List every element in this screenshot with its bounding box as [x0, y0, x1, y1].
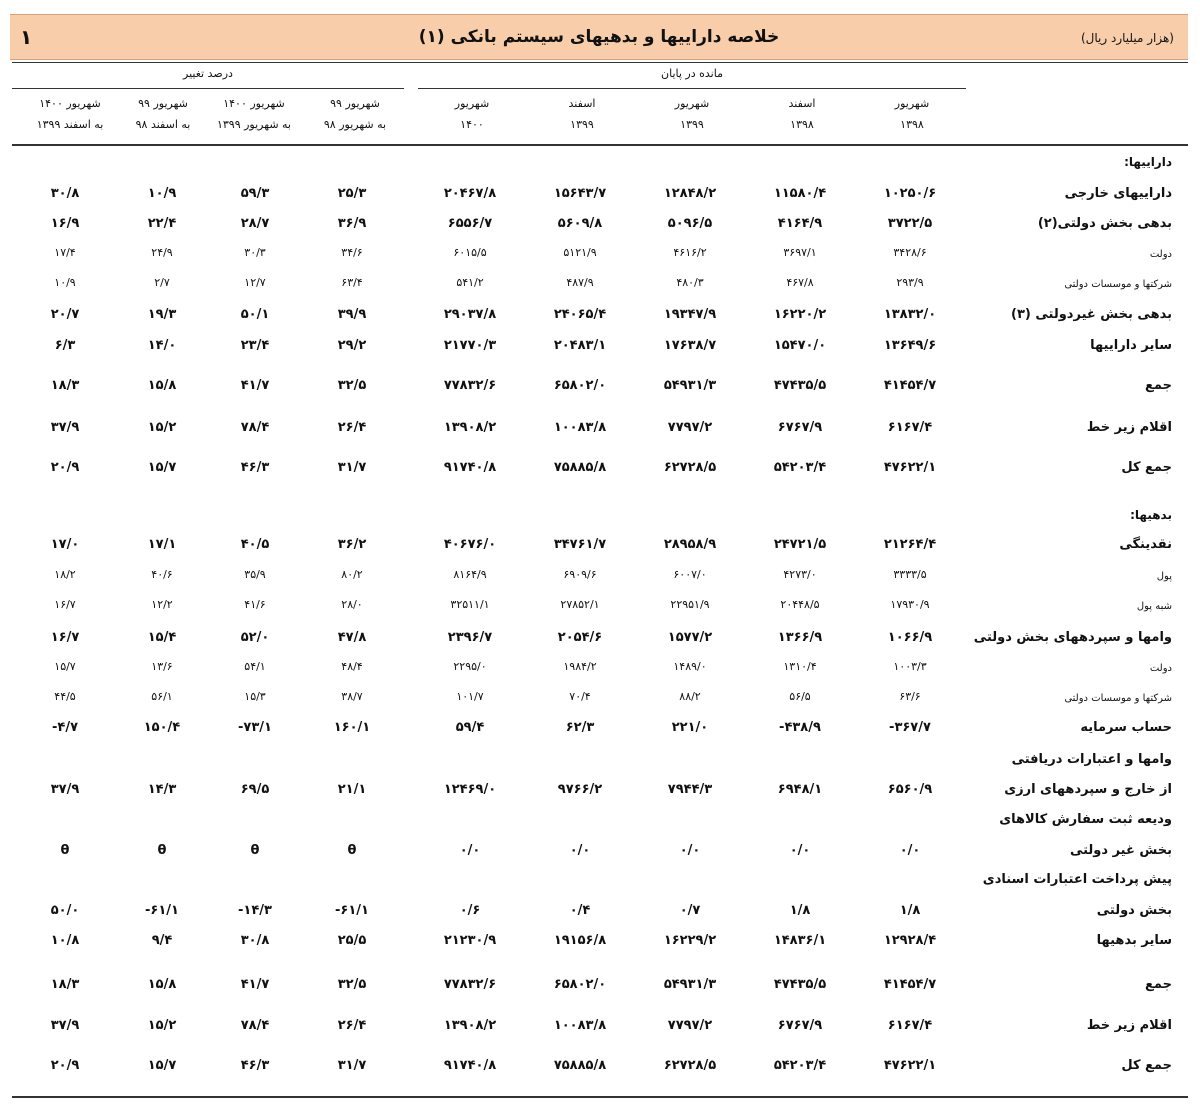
- row-label: جمع: [1145, 977, 1172, 992]
- row-value: ۱۸/۳: [50, 977, 80, 992]
- row-value: ۴۰/۶: [151, 568, 173, 581]
- row-value: θ: [250, 843, 260, 858]
- row-value: ۶۱۶۷/۴: [887, 420, 933, 435]
- row-label: جمع کل: [1121, 460, 1172, 475]
- table-row: [0, 155, 1200, 179]
- row-value: ۰/۷: [679, 903, 701, 918]
- row-value: ۱۹۱۵۶/۸: [553, 933, 607, 948]
- row-value: ۱۰۲۵۰/۶: [883, 186, 937, 201]
- row-value: ۶۷۶۷/۹: [777, 420, 823, 435]
- row-value: ۱۳۹۰۸/۲: [443, 420, 497, 435]
- row-value: ۴۶۷/۸: [786, 276, 814, 289]
- group-header-change: درصد تغییر: [183, 67, 233, 80]
- row-label: نقدینگی: [1119, 537, 1172, 552]
- row-label: بخش غیر دولتی: [1069, 843, 1172, 858]
- table-row: [0, 216, 1200, 240]
- row-value: ۵۶۰۹/۸: [557, 216, 603, 231]
- row-value: ۷۷۹۷/۲: [667, 420, 713, 435]
- table-row: [0, 903, 1200, 927]
- table-row: [0, 782, 1200, 806]
- row-value: ۱۹۳۴۷/۹: [663, 307, 717, 322]
- table-row: [0, 720, 1200, 744]
- row-value: ۶۳/۴: [341, 276, 363, 289]
- row-value: ۱۴/۰: [147, 338, 177, 353]
- row-value: ۳۸/۷: [341, 690, 363, 703]
- row-value: -۷۳/۱: [238, 720, 272, 735]
- row-value: ۰/۰: [459, 843, 481, 858]
- row-value: ۲۰۵۴/۶: [557, 630, 603, 645]
- row-value: ۲۵/۳: [337, 186, 367, 201]
- row-value: ۱۱۵۸۰/۴: [773, 186, 827, 201]
- row-value: ۸۸/۲: [679, 690, 701, 703]
- row-value: ۳۷/۹: [50, 782, 80, 797]
- row-label: بخش دولتی: [1096, 903, 1172, 918]
- row-value: ۱/۸: [899, 903, 921, 918]
- row-value: ۲۲/۴: [147, 216, 177, 231]
- row-value: ۳۹/۹: [337, 307, 367, 322]
- row-value: ۲۳۹۶/۷: [447, 630, 493, 645]
- row-value: ۵۹/۳: [240, 186, 270, 201]
- col-header-balance-1: شهریور ۱۳۹۸: [894, 97, 930, 131]
- row-value: ۴۲۷۳/۰: [783, 568, 817, 581]
- row-value: ۳۲۵۱۱/۱: [450, 598, 490, 611]
- row-value: ۰/۰: [789, 843, 811, 858]
- row-value: ۰/۰: [569, 843, 591, 858]
- row-value: ۸۰/۲: [341, 568, 363, 581]
- row-value: ۴۱۴۵۴/۷: [883, 378, 937, 393]
- row-value: ۱۲/۲: [151, 598, 173, 611]
- row-value: ۲/۷: [154, 276, 170, 289]
- table-row: [0, 843, 1200, 867]
- row-label: اقلام زیر خط: [1086, 420, 1172, 435]
- row-value: ۴۱۴۵۴/۷: [883, 977, 937, 992]
- row-label: پیش پرداخت اعتبارات اسنادی: [982, 872, 1172, 887]
- row-value: ۹۱۷۴۰/۸: [443, 460, 497, 475]
- row-value: ۳۶/۹: [337, 216, 367, 231]
- row-value: ۲۸/۷: [240, 216, 270, 231]
- row-value: ۲۲۱/۰: [671, 720, 709, 735]
- row-value: ۶۹/۵: [240, 782, 270, 797]
- row-value: -۶۱/۱: [145, 903, 179, 918]
- row-value: ۲۶/۴: [337, 1018, 367, 1033]
- row-value: ۱۶/۷: [50, 630, 80, 645]
- table-row: [0, 460, 1200, 484]
- row-value: ۱۵/۸: [147, 977, 177, 992]
- row-value: ۳۷/۹: [50, 1018, 80, 1033]
- row-value: ۲۴۷۲۱/۵: [773, 537, 827, 552]
- row-value: ۱/۸: [789, 903, 811, 918]
- col-header-balance-2: اسفند ۱۳۹۸: [788, 97, 816, 131]
- row-label: دولت: [1149, 663, 1172, 674]
- row-value: ۱۰۱/۷: [456, 690, 484, 703]
- row-value: ۱۵/۴: [147, 630, 177, 645]
- row-value: ۱۹۸۴/۲: [563, 660, 597, 673]
- row-value: θ: [157, 843, 167, 858]
- row-value: ۲۴/۹: [151, 246, 173, 259]
- row-label: از خارج و سپردههای ارزی: [1004, 782, 1172, 797]
- col-header-balance-5: شهریور ۱۴۰۰: [454, 97, 490, 131]
- row-value: ۳۰/۸: [240, 933, 270, 948]
- row-value: ۴۱/۶: [244, 598, 266, 611]
- row-value: ۵۴۱/۲: [456, 276, 484, 289]
- row-value: ۹۱۷۴۰/۸: [443, 1058, 497, 1073]
- row-value: ۱۵۶۴۳/۷: [553, 186, 607, 201]
- row-label: بدهیها:: [1130, 508, 1172, 522]
- row-value: ۲۱۲۳۰/۹: [443, 933, 497, 948]
- row-value: ۷۷۸۳۲/۶: [443, 977, 497, 992]
- row-value: θ: [60, 843, 70, 858]
- row-value: ۳۲/۵: [337, 378, 367, 393]
- row-value: ۳۴۷۶۱/۷: [553, 537, 607, 552]
- row-value: ۵۰۹۶/۵: [667, 216, 713, 231]
- row-value: ۱۳۶۴۹/۶: [883, 338, 937, 353]
- row-value: ۳۷۲۲/۵: [887, 216, 933, 231]
- row-value: ۴۶۱۶/۲: [673, 246, 707, 259]
- row-value: ۲۴۰۶۵/۴: [553, 307, 607, 322]
- col-header-change-3: شهریور ۹۹ به اسفند ۹۸: [135, 97, 191, 131]
- row-value: ۱۶/۹: [50, 216, 80, 231]
- row-value: ۱۶۲۲۰/۲: [773, 307, 827, 322]
- row-value: ۱۳۱۰/۴: [783, 660, 817, 673]
- table-row: [0, 568, 1200, 592]
- row-value: ۱۳/۶: [151, 660, 173, 673]
- row-value: ۲۹/۲: [337, 338, 367, 353]
- row-value: ۱۴/۳: [147, 782, 177, 797]
- row-value: ۳۴۲۸/۶: [893, 246, 927, 259]
- row-value: ۱۸/۲: [54, 568, 76, 581]
- table-row: [0, 690, 1200, 714]
- row-value: ۶۲۷۲۸/۵: [663, 1058, 717, 1073]
- row-value: ۱۷/۴: [54, 246, 76, 259]
- row-value: ۱۷۶۳۸/۷: [663, 338, 717, 353]
- row-value: ۴۶/۳: [240, 1058, 270, 1073]
- row-value: ۱۶/۷: [54, 598, 76, 611]
- row-label: وامها و اعتبارات دریافتی: [1011, 752, 1172, 767]
- row-value: ۵۴۲۰۳/۴: [773, 460, 827, 475]
- row-value: ۴۱/۷: [240, 977, 270, 992]
- table-row: [0, 378, 1200, 402]
- row-value: ۵۴۲۰۳/۴: [773, 1058, 827, 1073]
- row-label: پول: [1156, 571, 1172, 582]
- row-value: ۱۳۸۳۲/۰: [883, 307, 937, 322]
- table-row: [0, 630, 1200, 654]
- row-label: سایر داراییها: [1090, 338, 1172, 353]
- row-value: ۶/۳: [54, 338, 76, 353]
- table-row: [0, 307, 1200, 331]
- table-row: [0, 1018, 1200, 1042]
- table-row: [0, 420, 1200, 444]
- row-value: ۳۰/۳: [244, 246, 266, 259]
- row-label: بدهی بخش غیردولتی (۳): [1011, 307, 1172, 322]
- row-value: ۱۵۷۷/۲: [667, 630, 713, 645]
- row-value: ۴۸/۴: [341, 660, 363, 673]
- row-label: اقلام زیر خط: [1086, 1018, 1172, 1033]
- row-label: جمع: [1145, 378, 1172, 393]
- row-value: ۱۵/۷: [147, 460, 177, 475]
- header-rule-bottom: [12, 144, 1188, 146]
- row-value: ۱۰/۸: [50, 933, 80, 948]
- row-label: داراییهای خارجی: [1064, 186, 1172, 201]
- row-value: ۱۶۰/۱: [333, 720, 371, 735]
- row-value: ۱۰۰۸۳/۸: [553, 1018, 607, 1033]
- row-value: ۶۰۱۵/۵: [453, 246, 487, 259]
- row-value: ۶۵۸۰۲/۰: [553, 378, 607, 393]
- table-row: [0, 186, 1200, 210]
- row-value: ۹/۴: [151, 933, 173, 948]
- table-row: [0, 933, 1200, 957]
- row-value: ۶۲/۳: [565, 720, 595, 735]
- row-value: ۶۵۵۶/۷: [447, 216, 493, 231]
- row-value: ۶۵۶۰/۹: [887, 782, 933, 797]
- row-value: ۰/۶: [459, 903, 481, 918]
- row-value: ۱۳۹۰۸/۲: [443, 1018, 497, 1033]
- row-label: بدهی بخش دولتی(۲): [1037, 216, 1172, 231]
- group-header-balance: مانده در پایان: [661, 67, 723, 80]
- row-value: -۱۴/۳: [238, 903, 272, 918]
- row-value: ۵۱۲۱/۹: [563, 246, 597, 259]
- row-value: -۴/۷: [51, 720, 78, 735]
- row-value: ۱۵/۸: [147, 378, 177, 393]
- row-value: ۴۷۴۳۵/۵: [773, 378, 827, 393]
- row-value: ۳۱/۷: [337, 1058, 367, 1073]
- row-value: ۲۹۰۳۷/۸: [443, 307, 497, 322]
- col-header-change-4: شهریور ۱۴۰۰ به اسفند ۱۳۹۹: [36, 97, 104, 131]
- row-value: ۷۸/۴: [240, 1018, 270, 1033]
- row-value: ۰/۰: [899, 843, 921, 858]
- row-value: ۶۷۶۷/۹: [777, 1018, 823, 1033]
- table-number: ۱: [20, 25, 33, 49]
- table-row: [0, 246, 1200, 270]
- row-value: ۴۶/۳: [240, 460, 270, 475]
- row-value: ۶۳/۶: [899, 690, 921, 703]
- group-rule-balance: [418, 88, 966, 89]
- title-bar: [10, 14, 1188, 60]
- row-value: ۷۵۸۸۵/۸: [553, 460, 607, 475]
- row-value: ۰/۰: [679, 843, 701, 858]
- row-value: ۸۱۶۴/۹: [453, 568, 487, 581]
- row-value: ۷۷۸۳۲/۶: [443, 378, 497, 393]
- row-value: ۲۵/۵: [337, 933, 367, 948]
- table-row: [0, 1058, 1200, 1082]
- row-value: ۷۹۴۴/۳: [667, 782, 713, 797]
- row-value: ۳۱/۷: [337, 460, 367, 475]
- row-value: ۱۴۸۹/۰: [673, 660, 707, 673]
- row-value: ۲۸/۰: [341, 598, 363, 611]
- row-value: ۲۸۹۵۸/۹: [663, 537, 717, 552]
- row-value: ۲۳/۴: [240, 338, 270, 353]
- header-rule-top: [12, 62, 1188, 63]
- row-value: ۲۱۷۷۰/۳: [443, 338, 497, 353]
- row-value: ۷۰/۴: [569, 690, 591, 703]
- row-value: ۲۷۸۵۲/۱: [560, 598, 600, 611]
- row-value: ۷۵۸۸۵/۸: [553, 1058, 607, 1073]
- row-value: ۲۰۴۸۳/۱: [553, 338, 607, 353]
- row-label: داراییها:: [1124, 155, 1172, 169]
- row-value: ۲۱۲۶۴/۴: [883, 537, 937, 552]
- table-row: [0, 872, 1200, 896]
- row-label: سایر بدهیها: [1096, 933, 1172, 948]
- table-row: [0, 338, 1200, 362]
- row-value: ۱۵۰/۴: [143, 720, 181, 735]
- row-value: ۱۵/۳: [244, 690, 266, 703]
- row-value: -۴۳۸/۹: [779, 720, 821, 735]
- row-value: ۶۹۴۸/۱: [777, 782, 823, 797]
- row-value: ۳۵/۹: [244, 568, 266, 581]
- table-row: [0, 537, 1200, 561]
- row-value: ۶۹۰۹/۶: [563, 568, 597, 581]
- row-value: ۲۰/۹: [50, 460, 80, 475]
- row-value: ۳۷/۹: [50, 420, 80, 435]
- row-value: ۱۶۲۲۹/۲: [663, 933, 717, 948]
- row-value: ۱۰۰۸۳/۸: [553, 420, 607, 435]
- row-value: ۴۷۴۳۵/۵: [773, 977, 827, 992]
- row-value: ۵۹/۴: [455, 720, 485, 735]
- row-value: ۲۹۳/۹: [896, 276, 924, 289]
- row-value: ۰/۴: [569, 903, 591, 918]
- col-header-change-1: شهریور ۹۹ به شهریور ۹۸: [323, 97, 387, 131]
- row-value: ۱۹/۳: [147, 307, 177, 322]
- row-value: ۳۶۹۷/۱: [783, 246, 817, 259]
- row-value: ۴۰/۵: [240, 537, 270, 552]
- row-value: ۱۷/۰: [50, 537, 80, 552]
- row-value: ۲۲۹۵۱/۹: [670, 598, 710, 611]
- row-value: ۲۶/۴: [337, 420, 367, 435]
- group-rule-change: [12, 88, 404, 89]
- row-value: ۱۲۴۶۹/۰: [443, 782, 497, 797]
- col-header-balance-4: اسفند ۱۳۹۹: [568, 97, 596, 131]
- row-value: ۱۸/۳: [50, 378, 80, 393]
- row-value: ۱۵/۷: [54, 660, 76, 673]
- row-value: ۱۲۸۴۸/۲: [663, 186, 717, 201]
- row-value: ۵۰/۱: [240, 307, 270, 322]
- row-value: ۱۵/۷: [147, 1058, 177, 1073]
- row-value: ۲۰۴۴۸/۵: [780, 598, 820, 611]
- row-value: ۴۷۶۲۲/۱: [883, 1058, 937, 1073]
- row-value: ۲۰۴۶۷/۸: [443, 186, 497, 201]
- row-value: ۱۵۴۷۰/۰: [773, 338, 827, 353]
- row-value: ۴۰۶۷۶/۰: [443, 537, 497, 552]
- row-value: ۱۲/۷: [244, 276, 266, 289]
- row-value: θ: [347, 843, 357, 858]
- row-value: ۵۰/۰: [50, 903, 80, 918]
- unit-note: (هزار میلیارد ریال): [1080, 31, 1174, 45]
- row-value: ۱۷/۱: [147, 537, 177, 552]
- row-value: ۳۶/۲: [337, 537, 367, 552]
- row-value: ۴۷/۸: [337, 630, 367, 645]
- row-value: ۵۴۹۳۱/۳: [663, 378, 717, 393]
- row-value: ۳۴/۶: [341, 246, 363, 259]
- row-label: حساب سرمایه: [1080, 720, 1172, 735]
- row-value: ۶۱۶۷/۴: [887, 1018, 933, 1033]
- row-value: ۲۲۹۵/۰: [453, 660, 487, 673]
- row-value: ۵۶/۵: [789, 690, 811, 703]
- row-label: شرکتها و موسسات دولتی: [1064, 279, 1172, 290]
- col-header-change-2: شهریور ۱۴۰۰ به شهریور ۱۳۹۹: [216, 97, 291, 131]
- row-value: ۴۱/۷: [240, 378, 270, 393]
- row-label: جمع کل: [1121, 1058, 1172, 1073]
- row-value: ۱۵/۲: [147, 1018, 177, 1033]
- table-row: [0, 276, 1200, 300]
- row-value: ۱۴۸۳۶/۱: [773, 933, 827, 948]
- row-label: دولت: [1149, 249, 1172, 260]
- row-value: ۳۲/۵: [337, 977, 367, 992]
- row-value: ۲۰/۹: [50, 1058, 80, 1073]
- col-header-balance-3: شهریور ۱۳۹۹: [674, 97, 710, 131]
- row-value: ۹۷۶۶/۲: [557, 782, 603, 797]
- row-value: ۴۷۶۲۲/۱: [883, 460, 937, 475]
- row-value: ۱۲۹۲۸/۴: [883, 933, 937, 948]
- row-value: ۳۰/۸: [50, 186, 80, 201]
- table-row: [0, 812, 1200, 836]
- row-value: ۱۰۰۳/۳: [893, 660, 927, 673]
- row-value: ۴۸۰/۳: [676, 276, 704, 289]
- row-value: ۲۰/۷: [50, 307, 80, 322]
- row-value: ۲۱/۱: [337, 782, 367, 797]
- row-value: -۳۶۷/۷: [889, 720, 931, 735]
- row-value: -۶۱/۱: [335, 903, 369, 918]
- row-label: شرکتها و موسسات دولتی: [1064, 693, 1172, 704]
- row-value: ۶۵۸۰۲/۰: [553, 977, 607, 992]
- table-row: [0, 660, 1200, 684]
- row-label: ودیعه ثبت سفارش کالاهای: [999, 812, 1172, 827]
- row-value: ۱۷۹۳۰/۹: [890, 598, 930, 611]
- row-value: ۵۴۹۳۱/۳: [663, 977, 717, 992]
- row-value: ۶۲۷۲۸/۵: [663, 460, 717, 475]
- table-row: [0, 508, 1200, 532]
- row-value: ۵۲/۰: [240, 630, 270, 645]
- row-value: ۱۵/۲: [147, 420, 177, 435]
- row-value: ۶۰۰۷/۰: [673, 568, 707, 581]
- row-value: ۴۸۷/۹: [566, 276, 594, 289]
- row-value: ۱۳۶۶/۹: [777, 630, 823, 645]
- row-value: ۴۱۶۴/۹: [777, 216, 823, 231]
- table-row: [0, 752, 1200, 776]
- row-value: ۱۰/۹: [147, 186, 177, 201]
- row-value: ۷۷۹۷/۲: [667, 1018, 713, 1033]
- row-value: ۴۴/۵: [54, 690, 76, 703]
- row-value: ۵۴/۱: [244, 660, 266, 673]
- table-title: خلاصه داراییها و بدهیهای سیستم بانکی (۱): [418, 27, 780, 47]
- table-row: [0, 977, 1200, 1001]
- table-rule-bottom: [12, 1096, 1188, 1098]
- row-label: شبه پول: [1136, 601, 1172, 612]
- row-value: ۳۳۳۳/۵: [893, 568, 927, 581]
- row-value: ۱۰/۹: [54, 276, 76, 289]
- table-row: [0, 598, 1200, 622]
- row-value: ۵۶/۱: [151, 690, 173, 703]
- row-label: وامها و سپردههای بخش دولتی: [973, 630, 1172, 645]
- row-value: ۱۰۶۶/۹: [887, 630, 933, 645]
- row-value: ۷۸/۴: [240, 420, 270, 435]
